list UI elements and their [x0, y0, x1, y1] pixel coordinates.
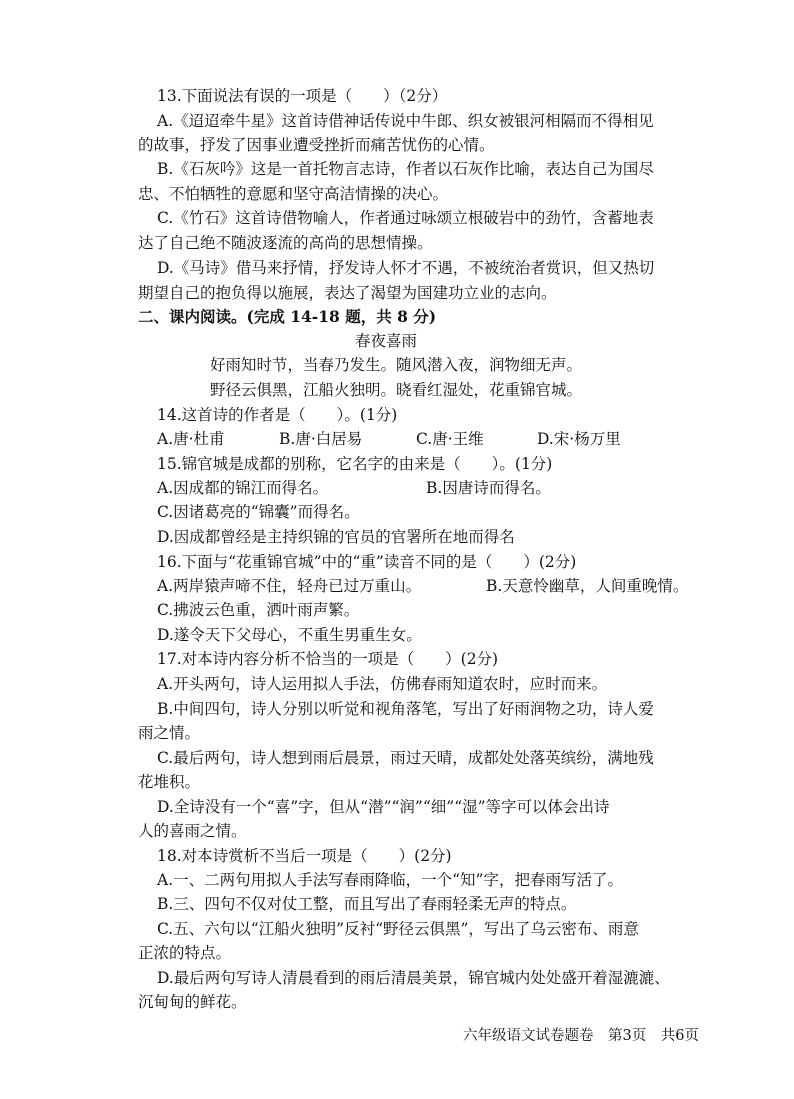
- q13-option-a-line1: A.《迢迢牵牛星》这首诗借神话传说中牛郎、织女被银河相隔而不得相见: [157, 112, 654, 130]
- q17-option-d-line1: D.全诗没有一个“喜”字，但从“潜”“润”“细”“湿”等字可以体会出诗: [157, 798, 610, 816]
- q15-option-b: B.因唐诗而得名。: [426, 479, 551, 497]
- q13-option-d-line1: D.《马诗》借马来抒情，抒发诗人怀才不遇，不被统治者赏识，但又热切: [157, 259, 655, 277]
- q13-option-c-line1: C.《竹石》这首诗借物喻人，作者通过咏颂立根破岩中的劲竹，含蓄地表: [157, 209, 654, 227]
- q15-option-d: D.因成都曾经是主持织锦的官员的官署所在地而得名: [157, 528, 515, 546]
- q16-option-d: D.遂令天下父母心，不重生男重生女。: [157, 626, 422, 644]
- q17-option-b-line1: B.中间四句，诗人分别以听觉和视角落笔，写出了好雨润物之功，诗人爱: [157, 700, 654, 718]
- q13-stem: 13.下面说法有误的一项是（ ）（2分）: [157, 87, 448, 105]
- poem-line-2: 野径云俱黑，江船火独明。晓看红湿处，花重锦官城。: [210, 381, 583, 399]
- q14-option-a: A.唐·杜甫: [157, 430, 225, 448]
- q15-option-a: A.因成都的锦江而得名。: [157, 479, 329, 497]
- q18-option-d-line1: D.最后两句写诗人清晨看到的雨后清晨美景，锦官城内处处盛开着湿漉漉、: [157, 969, 670, 987]
- q14-option-c: C.唐·王维: [416, 430, 484, 448]
- q14-stem: 14.这首诗的作者是（ ）。(1分): [157, 406, 398, 424]
- q13-option-b-line1: B.《石灰吟》这是一首托物言志诗，作者以石灰作比喻，表达自己为国尽: [157, 160, 654, 178]
- q13-option-b-line2: 忠、不怕牺牲的意愿和坚守高洁情操的决心。: [138, 185, 449, 203]
- q17-option-c-line2: 花堆积。: [138, 773, 201, 791]
- q13-option-a-line2: 的故事，抒发了因事业遭受挫折而痛苦忧伤的心情。: [138, 136, 495, 154]
- q18-option-d-line2: 沉甸甸的鲜花。: [138, 993, 247, 1011]
- poem-title: 春夜喜雨: [355, 332, 418, 350]
- q13-option-c-line2: 达了自己绝不随波逐流的高尚的思想情操。: [138, 234, 433, 252]
- q16-option-b: B.天意怜幽草，人间重晚情。: [486, 577, 689, 595]
- q14-option-d: D.宋·杨万里: [537, 430, 621, 448]
- q15-stem: 15.锦官城是成都的别称，它名字的由来是（ ）。(1分): [157, 455, 553, 473]
- poem-line-1: 好雨知时节，当春乃发生。随风潜入夜，润物细无声。: [210, 356, 583, 374]
- q17-option-b-line2: 雨之情。: [138, 724, 201, 742]
- q16-stem: 16.下面与“花重锦官城”中的“重”读音不同的是（ ）(2分): [157, 553, 577, 571]
- q18-stem: 18.对本诗赏析不当后一项是（ ）(2分): [157, 847, 452, 865]
- section-heading: 二、课内阅读。(完成 14-18 题，共 8 分): [138, 307, 437, 326]
- q17-option-c-line1: C.最后两句，诗人想到雨后晨景，雨过天晴，成都处处落英缤纷，满地残: [157, 749, 654, 767]
- q15-option-c: C.因诸葛亮的“锦囊”而得名。: [157, 503, 360, 521]
- q17-stem: 17.对本诗内容分析不恰当的一项是（ ）(2分): [157, 650, 499, 668]
- q18-option-a: A.一、二两句用拟人手法写春雨降临，一个“知”字，把春雨写活了。: [157, 871, 623, 889]
- q18-option-b: B.三、四句不仅对仗工整，而且写出了春雨轻柔无声的特点。: [157, 895, 577, 913]
- page-footer: 六年级语文试卷题卷 第3页 共6页: [463, 1028, 699, 1044]
- q16-option-c: C.拂波云色重，洒叶雨声繁。: [157, 601, 360, 619]
- q18-option-c-line2: 正浓的特点。: [138, 944, 232, 962]
- q17-option-d-line2: 人的喜雨之情。: [138, 822, 247, 840]
- q14-option-b: B.唐·白居易: [279, 430, 363, 448]
- q13-option-d-line2: 期望自己的抱负得以施展，表达了渴望为国建功立业的志向。: [138, 284, 557, 302]
- q17-option-a: A.开头两句，诗人运用拟人手法，仿佛春雨知道农时，应时而来。: [157, 675, 608, 693]
- q18-option-c-line1: C.五、六句以“江船火独明”反衬“野径云俱黑”，写出了乌云密布、雨意: [157, 920, 639, 938]
- q16-option-a: A.两岸猿声啼不住，轻舟已过万重山。: [157, 577, 422, 595]
